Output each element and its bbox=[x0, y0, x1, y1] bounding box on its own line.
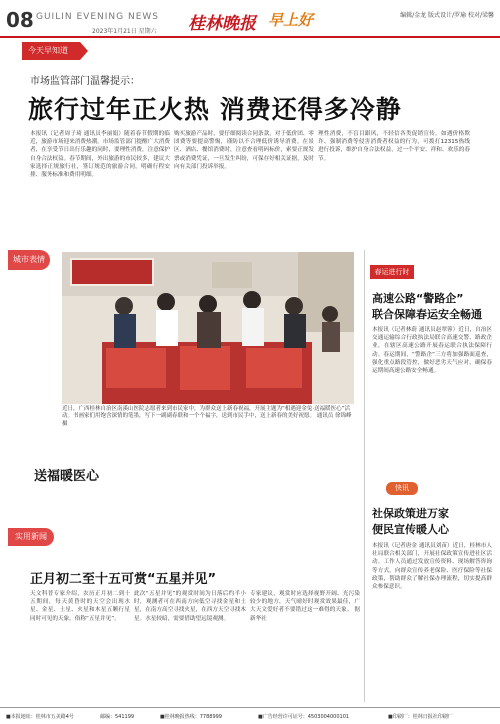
editor-credits: 编辑/金龙 版式设计/罗瑜 校对/梁馨 bbox=[400, 12, 494, 19]
main-headline: 旅行过年正火热 消费还得多冷静 bbox=[28, 95, 402, 124]
express-headline-line-2: 便民宣传暖人心 bbox=[372, 523, 449, 536]
spring-headline-line-2: 联合保障春运安全畅通 bbox=[372, 308, 482, 321]
spring-article-body: 本报讯（记者林蔚 通讯员赵翠蓉）近日，自治区交通运输综合行政执法局联合高速交警、路政企业，在辖区高速公路开展春运联合执法保障行动。春运期间，“警路企”三方将加强路面巡查，强化重点路段管控，做好恶劣天气应对，确保春运期间高速公路安全畅通。 bbox=[372, 327, 492, 375]
newspaper-english-name: GUILIN EVENING NEWS bbox=[36, 12, 159, 22]
column-divider bbox=[364, 250, 365, 702]
footer-postcode: 邮编：541199 bbox=[100, 714, 135, 720]
article-kicker: 市场监管部门温馨提示： bbox=[30, 76, 140, 87]
masthead bbox=[0, 0, 500, 38]
practical-article-column-2: 此次“五星并见”的观赏时间为日落后约半小时，观测者可在西南方向低空寻找金星和土星，在南方高空寻找火星，在西方天空寻找木星。水星较暗，需要借助望远镜观测。 bbox=[134, 591, 246, 622]
page-number: 08 bbox=[6, 8, 34, 32]
issue-date: 2023年1月21日 星期六 bbox=[92, 28, 157, 35]
section-tag-spring-travel: 春运进行时 bbox=[370, 265, 414, 279]
express-article-body: 本报讯（记者唐金 通讯员刘苗）近日，桂林市人社局联合相关部门，开展社保政策宣传进社区活动。工作人员通过发放宣传资料、现场解答咨询等方式，向群众宣传养老保险、医疗保险等社保政策，帮助群众了解社保办理流程，切实提高群众参保意识。 bbox=[372, 543, 492, 591]
news-photo bbox=[62, 252, 354, 404]
footer-address: ■本报地址：桂林市五美路4号 bbox=[6, 714, 74, 720]
page-footer bbox=[0, 707, 500, 724]
section-tag-express: 快讯 bbox=[386, 482, 418, 495]
footer-printer: ■印刷厂：桂林日报社印刷厂 bbox=[388, 714, 453, 720]
calligraphy-event-illustration bbox=[62, 252, 354, 404]
masthead-slogan: 早上好 bbox=[268, 11, 314, 29]
section-tag-practical: 实用新闻 bbox=[8, 528, 54, 546]
practical-headline: 正月初二至十五可赏“五星并见” bbox=[30, 572, 217, 587]
lead-article-column-3: 理性消费，不盲目跟风，不轻信各类促销宣传。如遇价格欺诈、强制消费等侵害消费者权益的行为，可拨打12315热线进行投诉，维护自身合法权益，过一个平安、祥和、欢乐的春节。 bbox=[318, 131, 470, 162]
footer-ad-license: ■广告经营许可证号：4503004000101 bbox=[258, 714, 350, 720]
photo-title: 送福暖医心 bbox=[34, 469, 100, 484]
lead-article-column-1: 本报讯（记者周子琦 通讯员李丽娟）随着春节假期的临近，旅游市场迎来消费热潮。市场监管部门提醒广大消费者，在享受节日出行乐趣的同时，要理性消费，注意保护自身合法权益。春节期间，外出旅游的市民较多，建议大家选择正规旅行社，签订规范的旅游合同，明确行程安排、服务标准和费用明细。 bbox=[30, 131, 170, 179]
spring-headline-line-1: 高速公路“警路企” bbox=[372, 292, 464, 305]
express-headline-line-1: 社保政策进万家 bbox=[372, 507, 449, 520]
practical-article-column-1: 天文科普专家介绍，农历正月初二到十五期间，每天黄昏时的天空会出现水星、金星、土星、火星和木星五颗行星同时可见的天象，俗称“五星并见”。 bbox=[30, 591, 130, 622]
section-tag-city: 城市表情 bbox=[8, 250, 50, 270]
practical-article-column-3: 专家建议，观赏时应选择视野开阔、光污染较少的地方，天气晴好时观赏效果最佳，广大天文爱好者不要错过这一难得的天象。 据新华社 bbox=[250, 591, 360, 622]
photo-caption: 近日，广西桂林自治区南溪山医院志愿者来到市民家中，为群众送上新春祝福，开展主题为“相遇迎金兔·送福暖医心”活动。书画家们用饱含深情的笔墨，写下一副副春联和一个个福字，送到市民手中，送上新春的美好祝愿。 通讯员 徐锦峰 摄 bbox=[62, 406, 352, 427]
footer-hotline: ■桂林晚报热线：7788999 bbox=[160, 714, 222, 720]
section-tag-today: 今天早知道 bbox=[22, 42, 80, 60]
newspaper-logo: 桂林晚报 bbox=[188, 14, 256, 34]
lead-article-column-2: 购买旅游产品时，要仔细阅读合同条款，对于低价团、零团费等要提高警惕，谨防以不合理低价诱导消费。在景区、酒店、餐馆消费时，注意查看明码标价，索要正规发票或消费凭证，一旦发生纠纷，可保存好相关证据，及时向有关部门投诉举报。 bbox=[174, 131, 314, 170]
